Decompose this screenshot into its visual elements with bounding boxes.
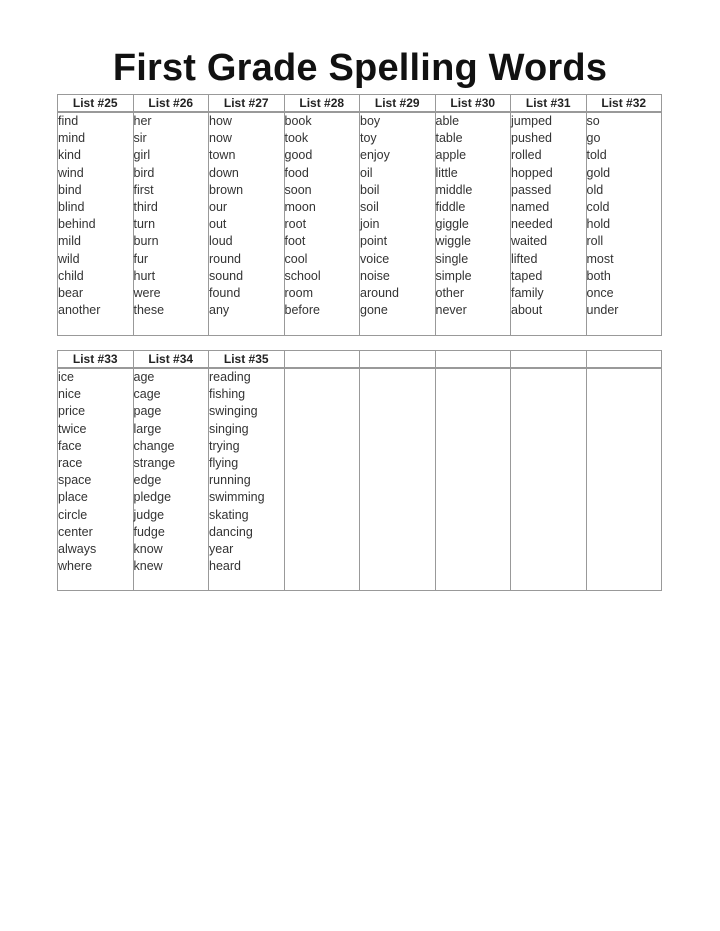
page-title: First Grade Spelling Words <box>112 47 608 89</box>
word-list-cell <box>511 112 587 336</box>
list-header: List #34 <box>133 351 209 369</box>
spelling-word: moon <box>284 199 316 214</box>
spelling-word: mild <box>58 234 81 249</box>
words-row <box>58 368 662 591</box>
spelling-word: turn <box>133 217 156 232</box>
spelling-word: join <box>360 217 380 232</box>
spelling-word: third <box>133 199 158 214</box>
spelling-word: giggle <box>435 217 469 232</box>
spelling-word: jumped <box>511 114 552 128</box>
spelling-word: table <box>435 131 463 146</box>
spelling-word: taped <box>511 268 543 283</box>
spelling-word: book <box>284 114 312 128</box>
spelling-word: heard <box>209 559 241 574</box>
list-header <box>360 351 436 369</box>
spelling-word: find <box>58 114 79 128</box>
word-list-cell <box>284 368 360 591</box>
spelling-word: out <box>209 217 227 232</box>
spelling-word: wild <box>58 251 80 266</box>
spelling-word: bear <box>58 285 84 300</box>
spelling-word: soon <box>284 182 312 197</box>
word-list-cell <box>586 368 662 591</box>
list-header: List #27 <box>209 95 285 113</box>
spelling-word: hopped <box>511 165 553 180</box>
spelling-word: space <box>58 473 92 488</box>
spelling-word: skating <box>209 507 249 522</box>
spelling-word: how <box>209 114 232 128</box>
list-header: List #28 <box>284 95 360 113</box>
list-header: List #26 <box>133 95 209 113</box>
word-list-cell <box>284 112 360 336</box>
spelling-word: town <box>209 148 236 163</box>
word-list-cell <box>435 368 511 591</box>
spelling-word: old <box>586 182 604 197</box>
spelling-word: never <box>435 303 467 318</box>
list-header: List #35 <box>209 351 285 369</box>
spelling-word: around <box>360 285 399 300</box>
spelling-word: food <box>284 165 309 180</box>
spelling-word: fiddle <box>435 199 466 214</box>
spelling-word: before <box>284 303 320 318</box>
spelling-word: cage <box>133 387 161 402</box>
spelling-word: gone <box>360 303 388 318</box>
word-list-cell <box>133 368 209 591</box>
spelling-word: know <box>133 541 163 556</box>
spelling-word: another <box>58 303 101 318</box>
spelling-word: other <box>435 285 464 300</box>
list-header: List #30 <box>435 95 511 113</box>
spelling-word: were <box>133 285 161 300</box>
spelling-word: fur <box>133 251 149 266</box>
spelling-word: behind <box>58 217 96 232</box>
spelling-word: ice <box>58 370 74 384</box>
word-list-cell <box>586 112 662 336</box>
spelling-word: roll <box>586 234 604 249</box>
spelling-word: sound <box>209 268 244 283</box>
spelling-word: twice <box>58 421 87 436</box>
spelling-word: mind <box>58 131 86 146</box>
spelling-table-2 <box>57 350 662 591</box>
list-header: List #25 <box>58 95 134 113</box>
spelling-word: nice <box>58 387 81 402</box>
spelling-word: rolled <box>511 148 542 163</box>
spelling-word: large <box>133 421 162 436</box>
words-row <box>58 112 662 336</box>
spelling-word: toy <box>360 131 377 146</box>
spelling-word: boil <box>360 182 380 197</box>
spelling-word: flying <box>209 455 239 470</box>
spelling-word: these <box>133 303 165 318</box>
spelling-word: judge <box>133 507 165 522</box>
spelling-word: little <box>435 165 458 180</box>
spelling-word: price <box>58 404 86 419</box>
spelling-word: face <box>58 438 82 453</box>
spelling-word: both <box>586 268 611 283</box>
spelling-word: reading <box>209 370 251 384</box>
spelling-word: most <box>586 251 614 266</box>
spelling-word: voice <box>360 251 390 266</box>
spelling-word: oil <box>360 165 373 180</box>
spelling-word: waited <box>511 234 548 249</box>
spelling-word: fishing <box>209 387 246 402</box>
spelling-word: kind <box>58 148 81 163</box>
word-list-cell <box>209 368 285 591</box>
spelling-word: family <box>511 285 544 300</box>
list-header <box>435 351 511 369</box>
spelling-word: running <box>209 473 251 488</box>
spelling-word: found <box>209 285 241 300</box>
spelling-word: needed <box>511 217 553 232</box>
spelling-word: fudge <box>133 524 165 539</box>
list-header: List #32 <box>586 95 662 113</box>
spelling-word: school <box>284 268 321 283</box>
spelling-word: dancing <box>209 524 253 539</box>
spelling-word: change <box>133 438 175 453</box>
spelling-word: single <box>435 251 469 266</box>
spelling-word: gold <box>586 165 611 180</box>
spelling-word: swimming <box>209 490 265 505</box>
spelling-word: center <box>58 524 93 539</box>
spelling-word: trying <box>209 438 240 453</box>
spelling-word: sir <box>133 131 147 146</box>
spelling-word: hurt <box>133 268 156 283</box>
spelling-word: able <box>435 114 460 128</box>
spelling-word: now <box>209 131 232 146</box>
spelling-word: blind <box>58 199 85 214</box>
spelling-word: knew <box>133 559 163 574</box>
spelling-word: bird <box>133 165 155 180</box>
word-list-cell <box>511 368 587 591</box>
spelling-word: under <box>586 303 619 318</box>
spelling-word: burn <box>133 234 159 249</box>
spelling-word: round <box>209 251 241 266</box>
spelling-word: told <box>586 148 607 163</box>
spelling-word: boy <box>360 114 381 128</box>
spelling-word: once <box>586 285 614 300</box>
spelling-word: girl <box>133 148 151 163</box>
spelling-word: enjoy <box>360 148 390 163</box>
list-header: List #29 <box>360 95 436 113</box>
spelling-word: any <box>209 303 230 318</box>
spelling-word: cool <box>284 251 308 266</box>
spelling-word: first <box>133 182 154 197</box>
spelling-table-1 <box>57 94 662 336</box>
word-list-cell <box>58 112 134 336</box>
list-header <box>284 351 360 369</box>
word-list-cell <box>133 112 209 336</box>
spelling-word: down <box>209 165 239 180</box>
spelling-word: pushed <box>511 131 553 146</box>
spelling-word: named <box>511 199 550 214</box>
spelling-word: passed <box>511 182 552 197</box>
spelling-word: page <box>133 404 162 419</box>
list-header: List #33 <box>58 351 134 369</box>
spelling-word: loud <box>209 234 233 249</box>
spelling-word: place <box>58 490 88 505</box>
spelling-word: edge <box>133 473 162 488</box>
word-list-cell <box>360 368 436 591</box>
spelling-word: about <box>511 303 543 318</box>
spelling-word: wind <box>58 165 84 180</box>
spelling-word: cold <box>586 199 610 214</box>
spelling-word: go <box>586 131 601 146</box>
spelling-word: her <box>133 114 152 128</box>
spelling-word: always <box>58 541 97 556</box>
word-list-cell <box>58 368 134 591</box>
spelling-word: brown <box>209 182 244 197</box>
spelling-word: took <box>284 131 309 146</box>
spelling-word: lifted <box>511 251 538 266</box>
spelling-word: point <box>360 234 388 249</box>
header-row <box>58 95 662 113</box>
spelling-word: wiggle <box>435 234 471 249</box>
spelling-word: soil <box>360 199 379 214</box>
spelling-word: so <box>586 114 600 128</box>
spelling-word: child <box>58 268 84 283</box>
spelling-word: year <box>209 541 234 556</box>
word-list-cell <box>435 112 511 336</box>
spelling-word: circle <box>58 507 88 522</box>
spelling-word: race <box>58 455 83 470</box>
spelling-word: good <box>284 148 313 163</box>
header-row <box>58 351 662 369</box>
spelling-word: apple <box>435 148 467 163</box>
spelling-word: our <box>209 199 228 214</box>
spelling-word: strange <box>133 455 176 470</box>
word-list-cell <box>209 112 285 336</box>
word-list-cell <box>360 112 436 336</box>
spelling-word: simple <box>435 268 472 283</box>
spelling-word: pledge <box>133 490 172 505</box>
spelling-word: singing <box>209 421 249 436</box>
spelling-word: bind <box>58 182 82 197</box>
spelling-word: where <box>58 559 93 574</box>
list-header <box>511 351 587 369</box>
spelling-word: root <box>284 217 307 232</box>
spelling-word: middle <box>435 182 473 197</box>
list-header <box>586 351 662 369</box>
spelling-word: foot <box>284 234 306 249</box>
spelling-word: age <box>133 370 155 384</box>
spelling-word: hold <box>586 217 611 232</box>
spelling-word: swinging <box>209 404 258 419</box>
spelling-word: room <box>284 285 313 300</box>
spelling-word: noise <box>360 268 390 283</box>
list-header: List #31 <box>511 95 587 113</box>
